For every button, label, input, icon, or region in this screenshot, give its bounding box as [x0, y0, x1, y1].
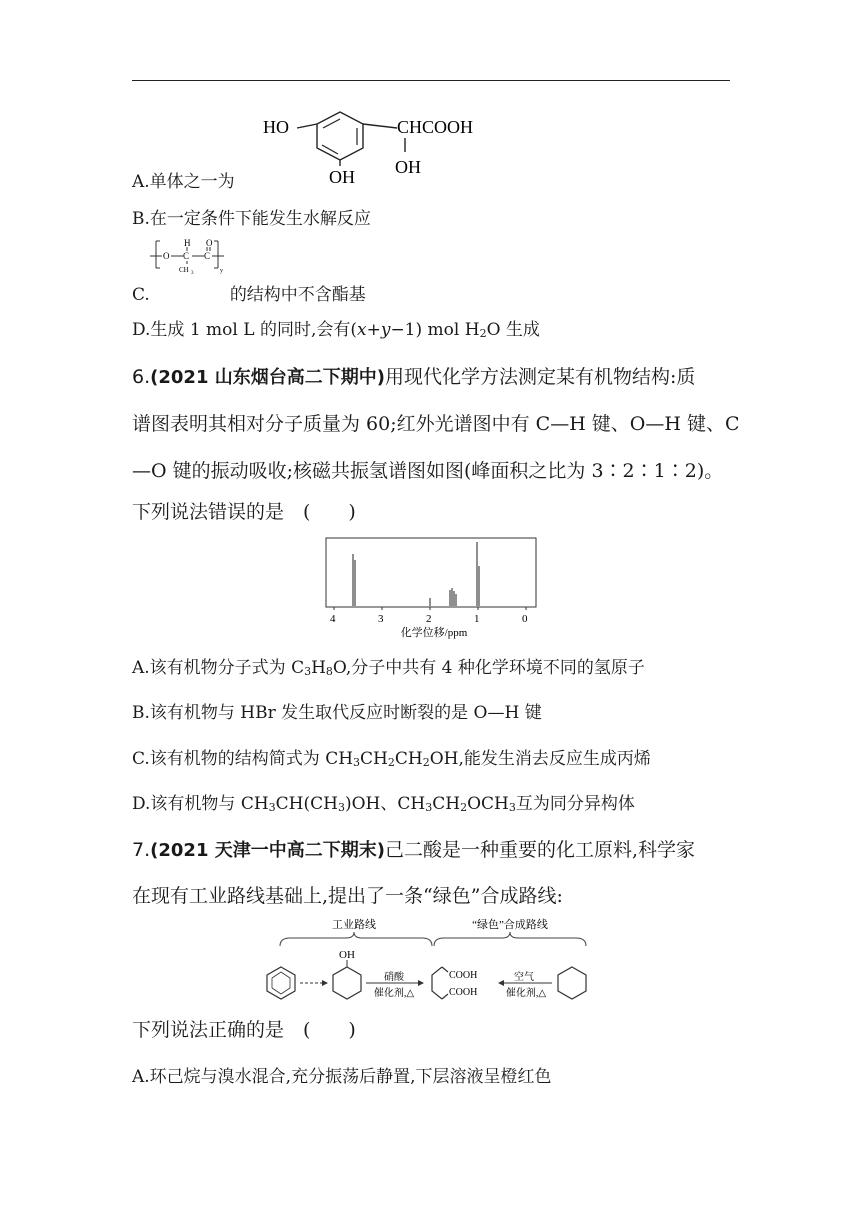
nmr-tick-1: 1: [474, 613, 480, 625]
q6-number: 6.: [132, 366, 151, 388]
q7-stem-line1: 7.(2021 天津一中高二下期末)己二酸是一种重要的化工原料,科学家: [132, 839, 696, 861]
nmr-tick-3: 3: [378, 613, 384, 625]
q7-source: (2021 天津一中高二下期末): [150, 840, 385, 861]
struct-a-ring-oh: OH: [329, 167, 355, 187]
monomer-structure: [255, 100, 505, 190]
q6-source: (2021 山东烟台高二下期中): [150, 367, 385, 388]
q7-stem-line3: 下列说法正确的是 ( ): [132, 1019, 356, 1041]
reagent2-bottom: 催化剂,△: [505, 988, 547, 999]
polymer-structure: [148, 236, 228, 276]
svg-text:H: H: [184, 238, 191, 248]
q6-option-b: B.该有机物与 HBr 发生取代反应时断裂的是 O—H 键: [132, 703, 542, 723]
q6-option-d: D.该有机物与 $CH_3CH(CH_3)OH$、$CH_3CH_2OCH_3$互为同分异构体: [132, 794, 635, 814]
q6-option-a: A.该有机物分子式为 $C_3H_8O$,分子中共有 4 种化学环境不同的氢原子: [132, 658, 645, 678]
svg-text:3: 3: [191, 271, 194, 276]
industrial-route-label: 工业路线: [332, 919, 376, 931]
svg-text:y: y: [220, 268, 223, 274]
reagent1-top: 硝酸: [384, 972, 404, 983]
nmr-tick-2: 2: [426, 613, 432, 625]
q5-option-d: D.生成 1 mol L 的同时,会有(x+y−1) mol $H_2O$ 生成: [132, 320, 540, 340]
q6-stem-line2: 谱图表明其相对分子质量为 60;红外光谱图中有 C—H 键、O—H 键、C: [132, 413, 740, 435]
q5-option-c: C. 的结构中不含酯基: [132, 285, 366, 305]
q7-stem-line2: 在现有工业路线基础上,提出了一条“绿色”合成路线:: [132, 885, 563, 907]
q6-option-c: C.该有机物的结构简式为 $CH_3CH_2CH_2OH$,能发生消去反应生成丙烯: [132, 749, 651, 769]
struct-a-chcooh: CHCOOH: [397, 117, 474, 137]
cyclohexanol-oh: OH: [339, 949, 355, 961]
nmr-xlabel: 化学位移/ppm: [400, 627, 468, 639]
svg-text:O: O: [206, 238, 213, 248]
q7-option-a: A.环己烷与溴水混合,充分振荡后静置,下层溶液呈橙红色: [132, 1067, 552, 1087]
nmr-tick-0: 0: [522, 613, 528, 625]
svg-text:C: C: [204, 251, 211, 261]
svg-text:CH: CH: [179, 266, 189, 274]
cooh-bottom: COOH: [449, 987, 478, 998]
reagent2-top: 空气: [514, 972, 534, 983]
nmr-spectrum: [316, 536, 548, 640]
cooh-top: COOH: [449, 970, 478, 981]
q5-option-a: A.单体之一为: [132, 172, 235, 192]
q7-number: 7.: [132, 839, 151, 861]
q6-stem-line4: 下列说法错误的是 ( ): [132, 501, 356, 523]
reagent1-bottom: 催化剂,△: [373, 988, 415, 999]
q6-stem-line3: —O 键的振动吸收;核磁共振氢谱图如图(峰面积之比为 3∶2∶1∶2)。: [132, 460, 724, 482]
svg-text:O: O: [163, 251, 170, 261]
svg-text:C: C: [183, 251, 190, 261]
synthesis-scheme: [262, 916, 592, 1008]
struct-a-ho: HO: [263, 117, 289, 137]
green-route-label: “绿色”合成路线: [472, 919, 548, 931]
q6-stem-line1: 6.(2021 山东烟台高二下期中)用现代化学方法测定某有机物结构:质: [132, 366, 696, 388]
struct-a-chain-oh: OH: [395, 157, 421, 177]
nmr-tick-4: 4: [330, 613, 336, 625]
top-rule: [132, 80, 730, 81]
q5-option-b: B.在一定条件下能发生水解反应: [132, 209, 371, 229]
